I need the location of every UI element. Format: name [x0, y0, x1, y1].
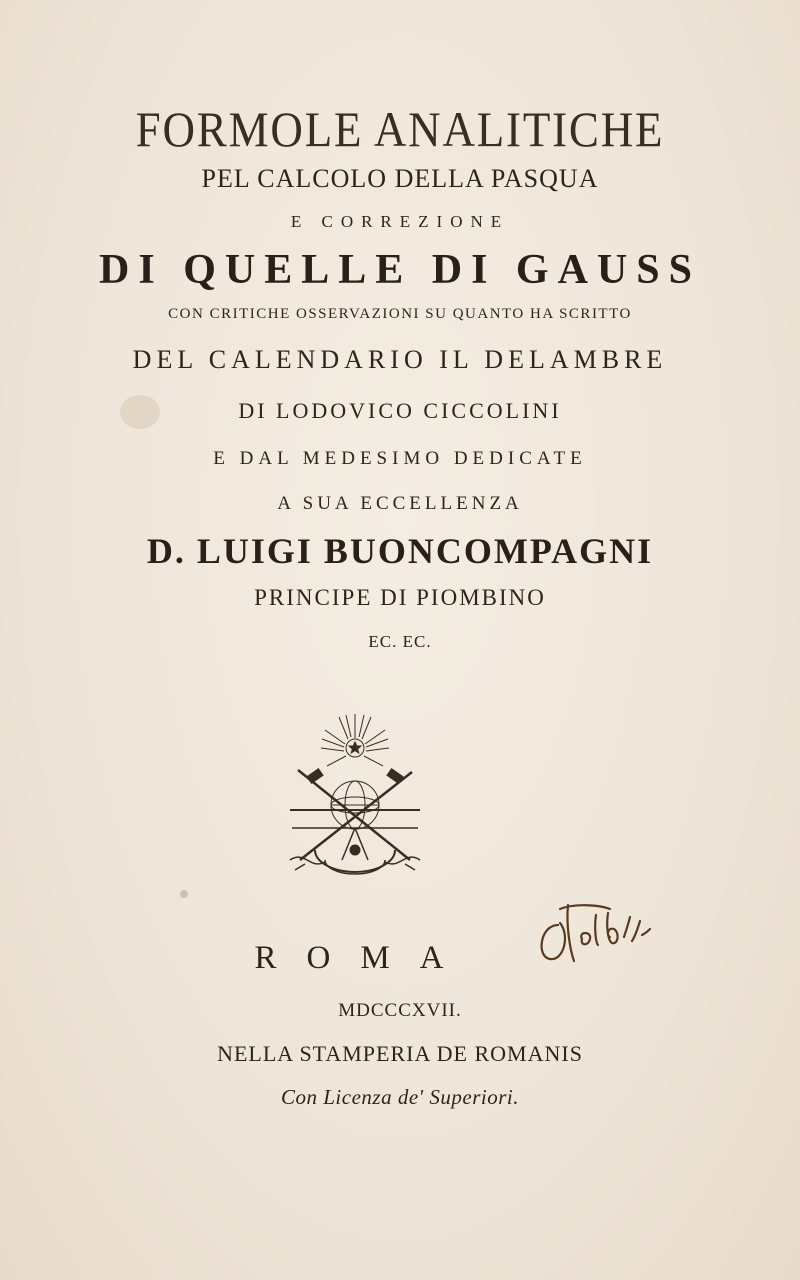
- subtitle-line-5: DEL CALENDARIO IL DELAMBRE: [132, 345, 668, 374]
- subtitle-line-2: E CORREZIONE: [290, 212, 510, 231]
- subtitle-line-4: CON CRITICHE OSSERVAZIONI SU QUANTO HA SCRITTO: [168, 306, 632, 322]
- et-cetera: EC. EC.: [368, 632, 432, 651]
- author-line: DI LODOVICO CICCOLINI: [238, 398, 562, 423]
- imprint-license: Con Licenza de' Superiori.: [281, 1085, 519, 1109]
- subtitle-line-3: DI QUELLE DI GAUSS: [99, 247, 701, 293]
- foxing-spot: [180, 890, 188, 898]
- book-title: FORMOLE ANALITICHE: [135, 101, 665, 157]
- dedication-line-2: A SUA ECCELLENZA: [277, 493, 523, 514]
- printer-device-emblem-icon: [280, 710, 430, 890]
- dedicatee-title: PRINCIPE DI PIOMBINO: [254, 585, 546, 610]
- subtitle-line-1: PEL CALCOLO DELLA PASQUA: [201, 164, 599, 193]
- dedicatee-name: D. LUIGI BUONCOMPAGNI: [146, 531, 654, 571]
- imprint-city: ROMA: [254, 940, 474, 976]
- dedication-line-1: E DAL MEDESIMO DEDICATE: [213, 448, 587, 469]
- imprint-printer: NELLA STAMPERIA DE ROMANIS: [217, 1041, 583, 1066]
- imprint-year: MDCCCXVII.: [338, 1000, 462, 1021]
